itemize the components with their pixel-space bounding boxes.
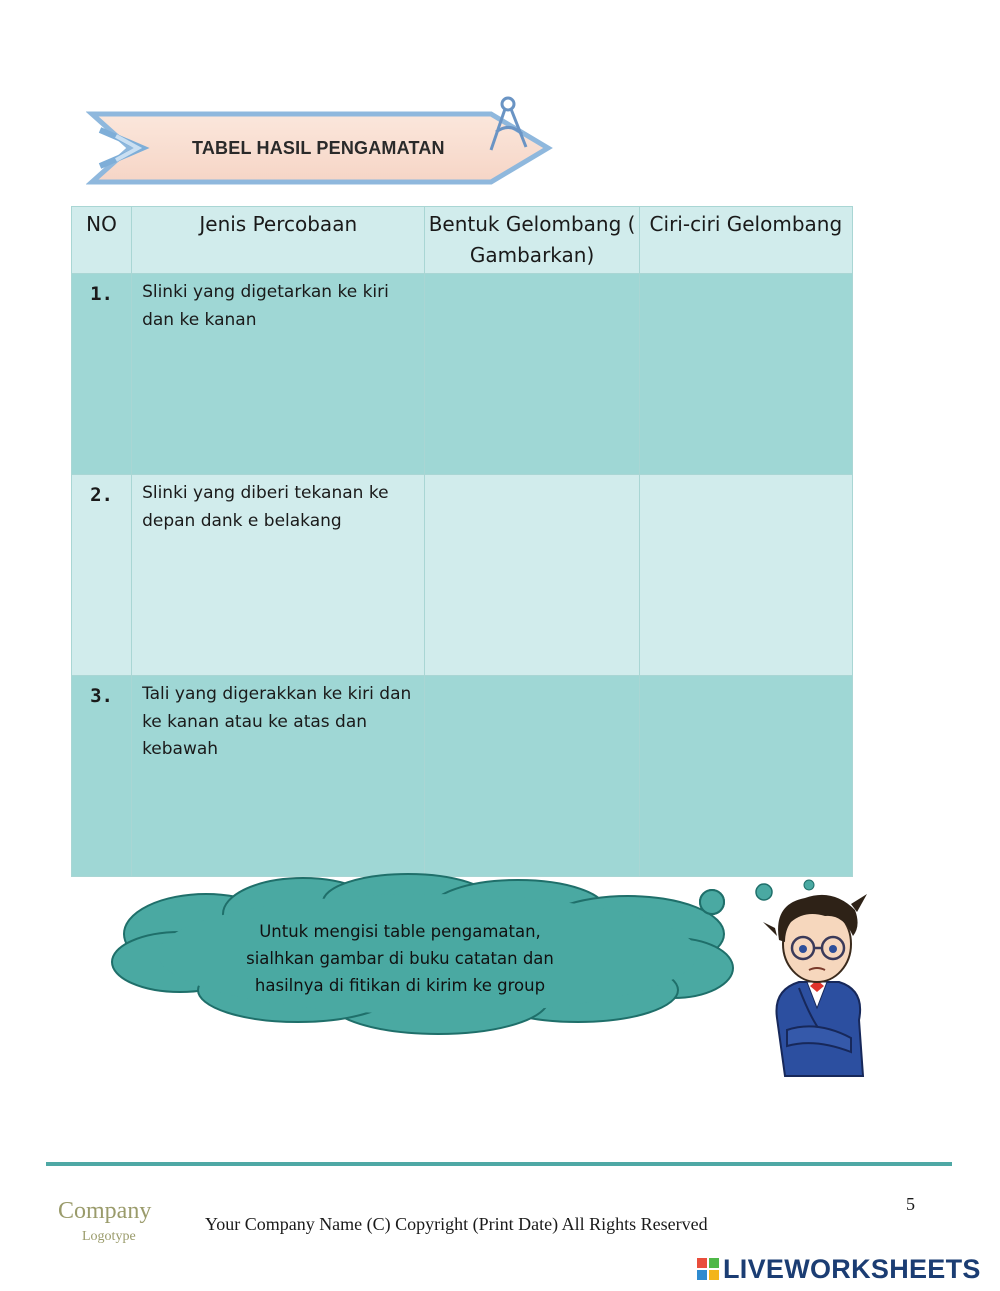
- jenis-cell: Slinki yang diberi tekanan ke depan dank e belakang: [132, 475, 425, 676]
- table-header-row: [72, 207, 853, 274]
- observation-table: [71, 206, 853, 877]
- banner-title: TABEL HASIL PENGAMATAN: [192, 138, 445, 158]
- header-ciri-gelombang: Ciri-ciri Gelombang: [639, 207, 852, 274]
- header-jenis-percobaan: Jenis Percobaan: [132, 207, 425, 274]
- speech-line: Untuk mengisi table pengamatan,: [259, 922, 541, 941]
- jenis-cell: Slinki yang digetarkan ke kiri dan ke kanan: [132, 274, 425, 475]
- footer-divider: [46, 1162, 952, 1166]
- logotype-text: Logotype: [82, 1229, 136, 1244]
- table-row: [72, 274, 853, 475]
- bentuk-answer-cell[interactable]: [425, 274, 639, 475]
- header-no: NO: [72, 207, 132, 274]
- liveworksheets-text: LIVEWORKSHEETS: [723, 1253, 981, 1284]
- row-number: 2.: [72, 475, 132, 676]
- table-row: [72, 676, 853, 877]
- liveworksheets-logo-icon: [697, 1258, 719, 1280]
- company-logo-text: Company: [58, 1198, 152, 1224]
- character-illustration: [755, 870, 875, 1080]
- copyright-text: Your Company Name (C) Copyright (Print Date) All Rights Reserved: [205, 1214, 708, 1234]
- ciri-answer-cell[interactable]: [639, 274, 852, 475]
- table-row: [72, 475, 853, 676]
- header-bentuk-gelombang: Bentuk Gelombang ( Gambarkan): [425, 207, 639, 274]
- jenis-cell: Tali yang digerakkan ke kiri dan ke kanan atau ke atas dan kebawah: [132, 676, 425, 877]
- row-number: 1.: [72, 274, 132, 475]
- ciri-answer-cell[interactable]: [639, 676, 852, 877]
- speech-line: hasilnya di fitikan di kirim ke group: [254, 976, 546, 995]
- speech-line: sialhkan gambar di buku catatan dan: [246, 949, 554, 968]
- ciri-answer-cell[interactable]: [639, 475, 852, 676]
- liveworksheets-brand[interactable]: [697, 1254, 981, 1284]
- page-number: 5: [906, 1194, 915, 1214]
- bentuk-answer-cell[interactable]: [425, 676, 639, 877]
- bentuk-answer-cell[interactable]: [425, 475, 639, 676]
- row-number: 3.: [72, 676, 132, 877]
- speech-text: [210, 918, 590, 999]
